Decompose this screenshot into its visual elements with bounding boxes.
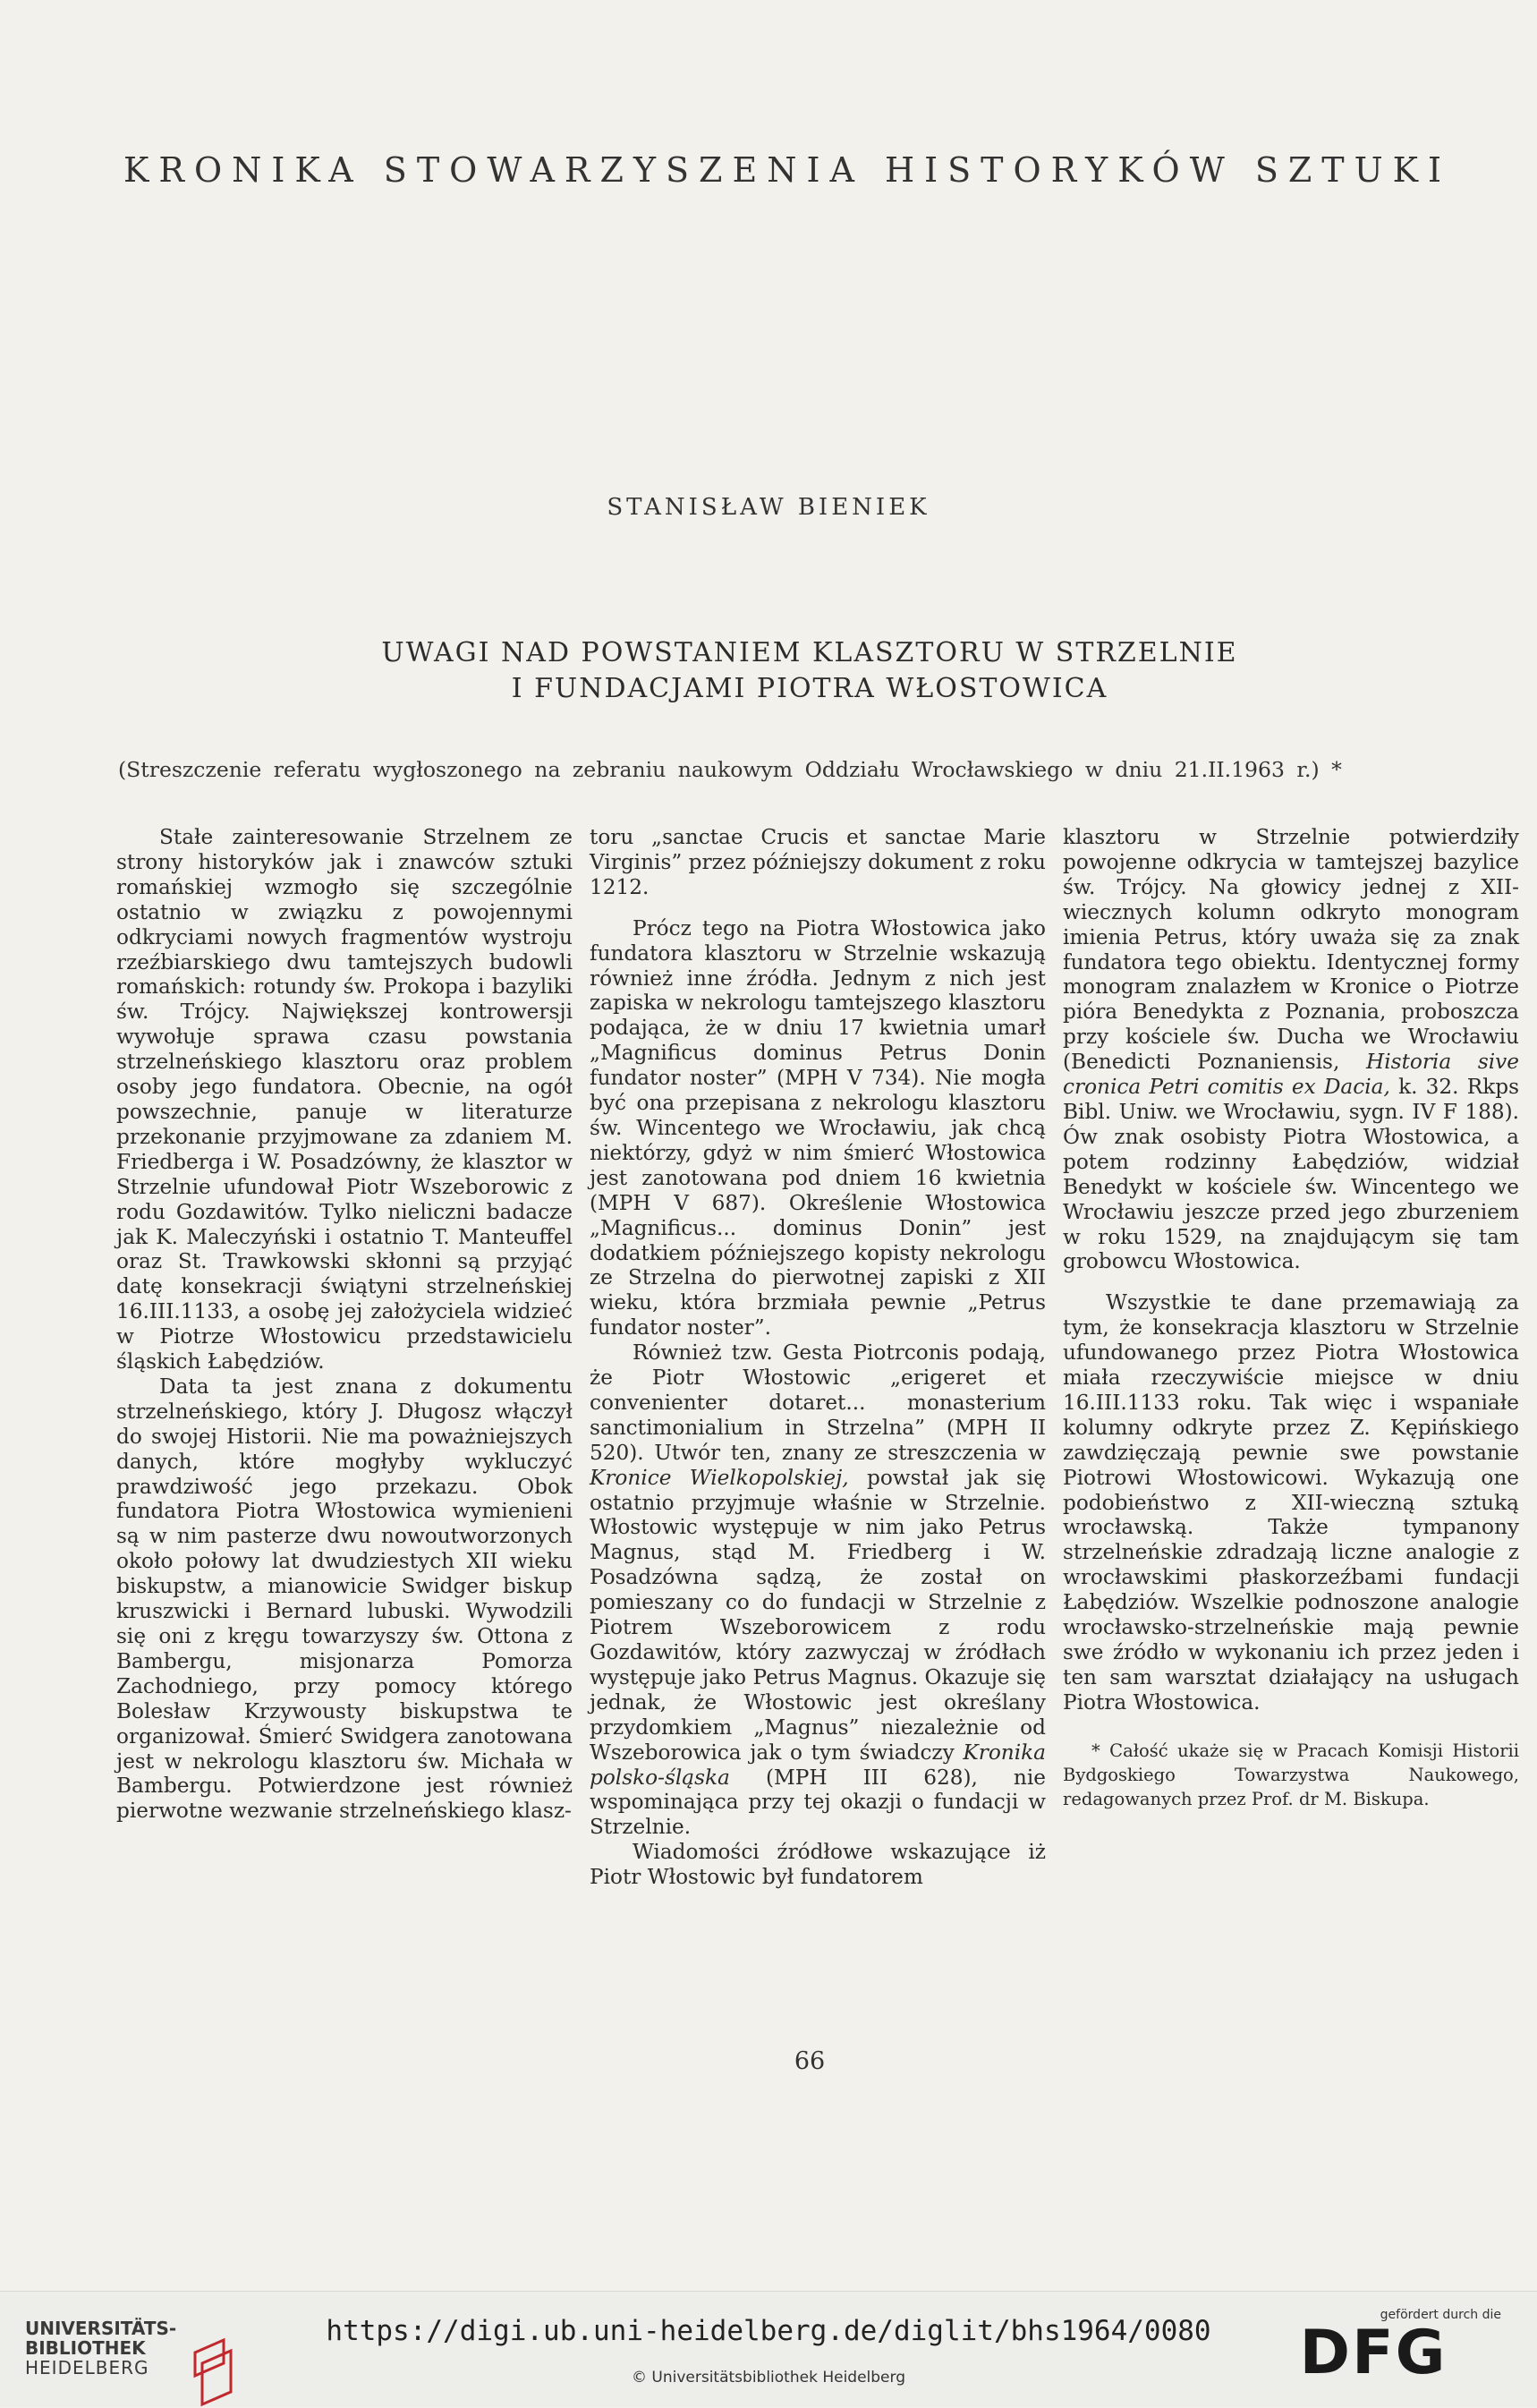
- text-column-1: [116, 825, 573, 1824]
- paragraph: toru „sanctae Crucis et sanctae Marie Virginis” przez późniejszy dokument z roku 1212.: [590, 825, 1046, 899]
- footnote: [1063, 1739, 1519, 1811]
- italic-title: Kronika polsko-śląska: [590, 1740, 1046, 1790]
- funder-block: [1299, 2308, 1501, 2388]
- text-column-3: [1063, 825, 1519, 1811]
- paragraph: [1063, 825, 1519, 1274]
- library-name-line-2: BIBLIOTHEK: [25, 2337, 146, 2359]
- text-run: Również tzw. Gesta Piotrconis podają, że Piotr Włostowic „erigeret et convenienter dotaret... monasterium sanctimonialium in Strzelna” (MPH II 520). Utwór ten, znany ze streszczenia w: [590, 1340, 1046, 1465]
- paragraph: Data ta jest znana z dokumentu strzelneńskiego, który J. Długosz włączył do swojej Historii. Nie ma poważniejszych danych, które mogłyby wykluczyć prawdziwość jego przekazu. Obok fundatora Piotra Włostowica wymienieni są w nim pasterze dwu nowoutworzonych około połowy lat dwudziestych XII wieku biskupstw, a mianowicie Swidger biskup kruszwicki i Bernard lubuski. Wywodzili się oni z kręgu towarzyszy św. Ottona z Bambergu, misjonarza Pomorza Zachodniego, przy pomocy którego Bolesław Krzywousty biskupstwa te organizował. Śmierć Swidgera zanotowana jest w nekrologu klasztoru św. Michała w Bambergu. Potwierdzone jest również pierwotne wezwanie strzelneńskiego klasz-: [116, 1374, 573, 1824]
- article-title: [0, 635, 1537, 707]
- text-run: klasztoru w Strzelnie potwierdziły powojenne odkrycia w tamtejszej bazylice św. Trójcy. Na głowicy jednej z XII-wiecznych kolumn odkryto monogram imienia Petrus, który uważa się za znak fundatora tego obiektu. Identycznej formy monogram znalazłem w Kronice o Piotrze pióra Benedykta z Poznania, proboszcza przy kościele św. Ducha we Wrocławiu (Benedicti Poznaniensis,: [1063, 825, 1519, 1075]
- text-run: (MPH III 628), nie wspominająca przy tej okazji o fundacji w Strzelnie.: [590, 1765, 1047, 1840]
- article-summary-note: (Streszczenie referatu wygłoszonego na zebraniu naukowym Oddziału Wrocławskiego w dniu 21.II.1963 r.) *: [118, 757, 1342, 782]
- italic-title: Historia sive cronica Petri comitis ex Dacia,: [1063, 1050, 1519, 1100]
- viewer-footer: [0, 2291, 1537, 2407]
- document-url-link[interactable]: https://digi.ub.uni-heidelberg.de/diglit/bhs1964/0080: [326, 2315, 1211, 2347]
- footnote-text: * Całość ukaże się w Pracach Komisji Historii Bydgoskiego Towarzystwa Naukowego, redagowanych przez Prof. dr M. Biskupa.: [1063, 1740, 1519, 1809]
- paragraph: Wiadomości źródłowe wskazujące iż Piotr Włostowic był fundatorem: [590, 1840, 1046, 1890]
- library-name-line-3: HEIDELBERG: [25, 2357, 149, 2378]
- funding-label: gefördert durch die: [1380, 2308, 1501, 2322]
- dfg-logo: DFG: [1299, 2318, 1448, 2388]
- paragraph: Stałe zainteresowanie Strzelnem ze strony historyków jak i znawców sztuki romańskiej wzmogło się szczególnie ostatnio w związku z powojennymi odkryciami nowych fragmentów wystroju rzeźbiarskiego dwu tamtejszych budowli romańskich: rotundy św. Prokopa i bazyliki św. Trójcy. Największej kontrowersji wywołuje sprawa czasu powstania strzelneńskiego klasztoru oraz problem osoby jego fundatora. Obecnie, na ogół powszechnie, panuje w literaturze przekonanie przyjmowane za zdaniem M. Friedberga i W. Posadzówny, że klasztor w Strzelnie ufundował Piotr Wszeborowic z rodu Gozdawitów. Tylko nieliczni badacze jak K. Maleczyński i ostatnio T. Manteuffel oraz St. Trawkowski skłonni są przyjąć datę konsekracji świątyni strzelneńskiej 16.III.1133, a osobę jej założyciela widzieć w Piotrze Włostowicu przedstawicielu śląskich Łabędziów.: [116, 825, 573, 1374]
- article-author: STANISŁAW BIENIEK: [607, 494, 930, 521]
- text-run: k. 32. Rkps Bibl. Uniw. we Wrocławiu, sygn. IV F 188). Ów znak osobisty Piotra Włostowica, a potem rodzinny Łabędziów, widział Benedykt w kościele św. Wincentego we Wrocławiu jeszcze przed jego zburzeniem w roku 1529, na znajdującym się tam grobowcu Włostowica.: [1063, 1075, 1519, 1274]
- text-run: powstał jak się ostatnio przyjmuje właśnie w Strzelnie. Włostowic występuje w nim jako Petrus Magnus, stąd M. Friedberg i W. Posadzówna sądzą, że został on pomieszany co do fundacji w Strzelnie z Piotrem Wszeborowicem z rodu Gozdawitów, który zazwyczaj w źródłach występuje jako Petrus Magnus. Okazuje się jednak, że Włostowic jest określany przydomkiem „Magnus” niezależnie od Wszeborowica jak o tym świadczy: [590, 1465, 1047, 1765]
- title-line-2: I FUNDACJAMI PIOTRA WŁOSTOWICA: [511, 673, 1108, 704]
- text-column-2: [590, 825, 1046, 1890]
- page-number: 66: [794, 2047, 826, 2075]
- title-line-1: UWAGI NAD POWSTANIEM KLASZTORU W STRZELNIE: [381, 637, 1238, 668]
- paragraph: Prócz tego na Piotra Włostowica jako fundatora klasztoru w Strzelnie wskazują również inne źródła. Jednym z nich jest zapiska w nekrologu tamtejszego klasztoru podająca, że w dniu 17 kwietnia umarł „Magnificus dominus Petrus Donin fundator noster” (MPH V 734). Nie mogła być ona przepisana z nekrologu klasztoru św. Wincentego we Wrocławiu, jak chcą niektórzy, gdyż w nim śmierć Włostowica jest zanotowana pod dniem 16 kwietnia (MPH V 687). Określenie Włostowica „Magnificus... dominus Donin” jest dodatkiem późniejszego kopisty nekrologu ze Strzelna do pierwotnej zapiski z XII wieku, która brzmiała pewnie „Petrus fundator noster”.: [590, 915, 1046, 1340]
- paragraph: [590, 1340, 1046, 1840]
- library-name-line-1: UNIVERSITÄTS-: [25, 2318, 177, 2339]
- running-title: KRONIKA STOWARZYSZENIA HISTORYKÓW SZTUKI: [123, 150, 1452, 190]
- italic-title: Kronice Wielkopolskiej,: [590, 1465, 849, 1490]
- paragraph: Wszystkie te dane przemawiają za tym, że konsekracja klasztoru w Strzelnie ufundowanego przez Piotra Włostowica miała rzeczywiście miejsce w dniu 16.III.1133 roku. Tak więc i wspaniałe kolumny odkryte przez Z. Kępińskiego zawdzięczają pewnie swe powstanie Piotrowi Włostowicowi. Wykazują one podobieństwo z XII-wieczną sztuką wrocławską. Także tympanony strzelneńskie zdradzają liczne analogie z wrocławskimi płaskorzeźbami fundacji Łabędziów. Wszelkie podnoszone analogie wrocławsko-strzelneńskie mają pewnie swe źródło w wykonaniu ich przez jeden i ten sam warsztat działający na usługach Piotra Włostowica.: [1063, 1290, 1519, 1715]
- copyright-notice: © Universitätsbibliothek Heidelberg: [631, 2369, 905, 2387]
